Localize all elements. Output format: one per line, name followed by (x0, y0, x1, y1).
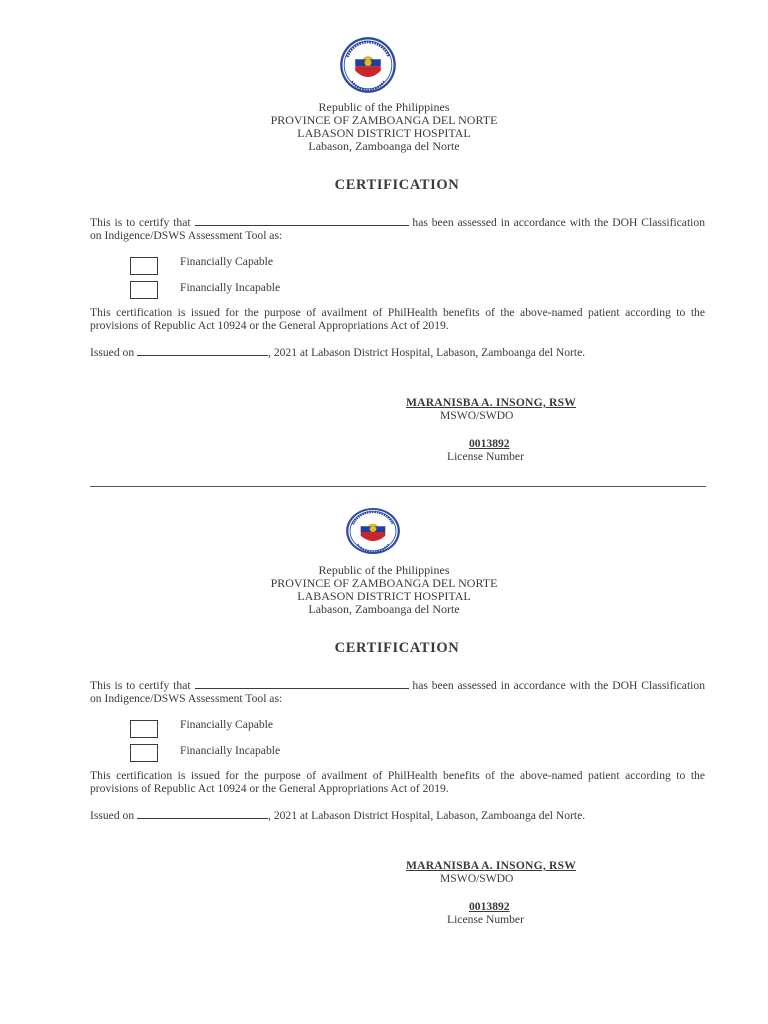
issued-after: , 2021 at Labason District Hospital, Labason, Zamboanga del Norte. (268, 346, 586, 359)
issued-after: , 2021 at Labason District Hospital, Labason, Zamboanga del Norte. (268, 809, 586, 822)
issued-before: Issued on (90, 809, 135, 822)
signatory-role: MSWO/SWDO (440, 872, 514, 885)
purpose-paragraph: This certification is issued for the purpose of availment of PhilHealth benefits of the above-named patient according to the provisions of Republic Act 10924 or the General Appropriations Act of 2019. (90, 769, 705, 795)
address-line: Labason, Zamboanga del Norte (308, 602, 460, 616)
issued-paragraph (90, 808, 705, 822)
hospital-line: LABASON DISTRICT HOSPITAL (297, 589, 471, 603)
signatory-name: MARANISBA A. INSONG, RSW (406, 396, 577, 409)
province-line: PROVINCE OF ZAMBOANGA DEL NORTE (270, 576, 498, 590)
signatory-name: MARANISBA A. INSONG, RSW (406, 859, 577, 872)
intro-after: has been assessed in accordance with the DOH Classification on Indigence/DSWS Assessment Tool as: (90, 679, 705, 705)
issue-date-blank[interactable] (137, 345, 268, 356)
intro-paragraph (90, 215, 705, 242)
province-seal-icon (339, 36, 397, 94)
address-line: Labason, Zamboanga del Norte (308, 139, 460, 153)
cut-line-divider (90, 486, 706, 487)
signatory-role: MSWO/SWDO (440, 409, 514, 422)
province-line: PROVINCE OF ZAMBOANGA DEL NORTE (270, 113, 498, 127)
license-number: 0013892 (469, 900, 510, 913)
intro-after: has been assessed in accordance with the DOH Classification on Indigence/DSWS Assessment Tool as: (90, 216, 705, 242)
purpose-paragraph: This certification is issued for the purpose of availment of PhilHealth benefits of the above-named patient according to the provisions of Republic Act 10924 or the General Appropriations Act of 2019. (90, 306, 705, 332)
intro-before: This is to certify that (90, 216, 191, 229)
patient-name-blank[interactable] (195, 215, 409, 226)
issued-before: Issued on (90, 346, 135, 359)
patient-name-blank[interactable] (195, 678, 409, 689)
republic-line: Republic of the Philippines (318, 100, 450, 114)
license-number: 0013892 (469, 437, 510, 450)
financially-capable-checkbox[interactable] (130, 720, 158, 738)
certificate-title: CERTIFICATION (334, 640, 460, 656)
issue-date-blank[interactable] (137, 808, 268, 819)
financially-incapable-label: Financially Incapable (180, 281, 281, 294)
financially-capable-label: Financially Capable (180, 255, 274, 268)
hospital-line: LABASON DISTRICT HOSPITAL (297, 126, 471, 140)
financially-incapable-label: Financially Incapable (180, 744, 281, 757)
province-seal-icon (345, 507, 401, 555)
financially-capable-checkbox[interactable] (130, 257, 158, 275)
financially-capable-label: Financially Capable (180, 718, 274, 731)
financially-incapable-checkbox[interactable] (130, 744, 158, 762)
intro-before: This is to certify that (90, 679, 191, 692)
republic-line: Republic of the Philippines (318, 563, 450, 577)
financially-incapable-checkbox[interactable] (130, 281, 158, 299)
certificate-title: CERTIFICATION (334, 177, 460, 193)
license-label: License Number (447, 450, 524, 463)
intro-paragraph (90, 678, 705, 705)
license-label: License Number (447, 913, 524, 926)
issued-paragraph (90, 345, 705, 359)
